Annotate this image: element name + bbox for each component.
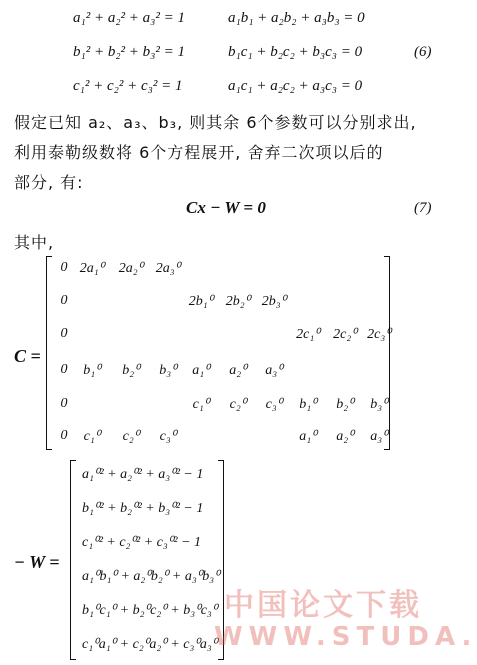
matrix-c-cell: 0 xyxy=(60,260,68,275)
matrix-c-left-bracket xyxy=(46,256,52,450)
matrix-c-cell: 0 xyxy=(60,428,68,443)
paragraph-line-3: 部分, 有: xyxy=(14,173,84,192)
matrix-w-row: a₁⁰² + a₂⁰² + a₃⁰² − 1 xyxy=(82,467,204,482)
equation-7: Cx − W = 0 xyxy=(186,198,266,217)
paragraph-line-2: 利用泰勒级数将 6个方程展开, 舍弃二次项以后的 xyxy=(14,143,384,162)
matrix-c-cell: b₃⁰ xyxy=(159,363,177,378)
matrix-w-left-bracket xyxy=(70,460,76,660)
where-label: 其中, xyxy=(14,233,55,252)
matrix-c-cell: a₁⁰ xyxy=(299,429,317,444)
matrix-c-cell: a₂⁰ xyxy=(229,363,247,378)
matrix-w-row: b₁⁰² + b₂⁰² + b₃⁰² − 1 xyxy=(82,501,204,516)
matrix-c-cell: 2b₁⁰ xyxy=(188,294,214,309)
matrix-c-cell: b₃⁰ xyxy=(370,397,388,412)
matrix-c-cell: b₁⁰ xyxy=(83,363,101,378)
equation-number-6: (6) xyxy=(414,44,432,60)
matrix-c-cell: a₁⁰ xyxy=(192,363,210,378)
matrix-c-cell: a₂⁰ xyxy=(336,429,354,444)
matrix-c-cell: c₂⁰ xyxy=(122,429,140,444)
matrix-c-cell: 0 xyxy=(60,293,68,308)
equation-row1-left: a₁² + a₂² + a₃² = 1 xyxy=(73,10,186,26)
matrix-c-cell: b₂⁰ xyxy=(122,363,140,378)
matrix-c-label: C = xyxy=(14,346,41,366)
matrix-c-cell: 2a₁⁰ xyxy=(79,261,105,276)
matrix-c-cell: 2a₃⁰ xyxy=(155,261,181,276)
equation-row3-right: a₁c₁ + a₂c₂ + a₃c₃ = 0 xyxy=(228,78,363,94)
matrix-c-cell: b₂⁰ xyxy=(336,397,354,412)
matrix-w-label: − W = xyxy=(14,552,60,572)
matrix-c-cell: c₃⁰ xyxy=(159,429,177,444)
equation-number-7: (7) xyxy=(414,200,432,216)
matrix-c-cell: b₁⁰ xyxy=(299,397,317,412)
matrix-w-row: c₁⁰² + c₂⁰² + c₃⁰² − 1 xyxy=(82,535,202,550)
matrix-w-row: b₁⁰c₁⁰ + b₂⁰c₂⁰ + b₃⁰c₃⁰ xyxy=(82,603,218,618)
matrix-c-cell: c₃⁰ xyxy=(265,397,283,412)
matrix-c-cell: c₂⁰ xyxy=(229,397,247,412)
equation-row2-right: b₁c₁ + b₂c₂ + b₃c₃ = 0 xyxy=(228,44,363,60)
matrix-c-cell: 0 xyxy=(60,362,68,377)
matrix-c-right-bracket xyxy=(384,256,390,450)
matrix-c-cell: c₁⁰ xyxy=(192,397,210,412)
matrix-c-cell: 0 xyxy=(60,326,68,341)
matrix-c-cell: 2c₂⁰ xyxy=(333,327,357,342)
equation-row2-left: b₁² + b₂² + b₃² = 1 xyxy=(73,44,186,60)
matrix-w-row: c₁⁰a₁⁰ + c₂⁰a₂⁰ + c₃⁰a₃⁰ xyxy=(82,637,218,652)
matrix-w-row: a₁⁰b₁⁰ + a₂⁰b₂⁰ + a₃⁰b₃⁰ xyxy=(82,569,220,584)
equation-row3-left: c₁² + c₂² + c₃² = 1 xyxy=(73,78,183,94)
matrix-c-cell: 2a₂⁰ xyxy=(118,261,144,276)
matrix-c-cell: a₃⁰ xyxy=(265,363,283,378)
equation-row1-right: a₁b₁ + a₂b₂ + a₃b₃ = 0 xyxy=(228,10,365,26)
matrix-c-cell: 2b₃⁰ xyxy=(261,294,287,309)
matrix-c-cell: 0 xyxy=(60,396,68,411)
matrix-c-cell: 2c₃⁰ xyxy=(367,327,391,342)
matrix-c-cell: a₃⁰ xyxy=(370,429,388,444)
paragraph-line-1: 假定已知 a₂、a₃、b₃, 则其余 6个参数可以分别求出, xyxy=(14,113,417,132)
watermark-title: 中国论文下载 xyxy=(224,588,422,623)
matrix-c-cell: 2c₁⁰ xyxy=(296,327,320,342)
watermark-url: WWW.STUDA. xyxy=(214,622,477,652)
matrix-c-cell: c₁⁰ xyxy=(83,429,101,444)
matrix-c-cell: 2b₂⁰ xyxy=(225,294,251,309)
